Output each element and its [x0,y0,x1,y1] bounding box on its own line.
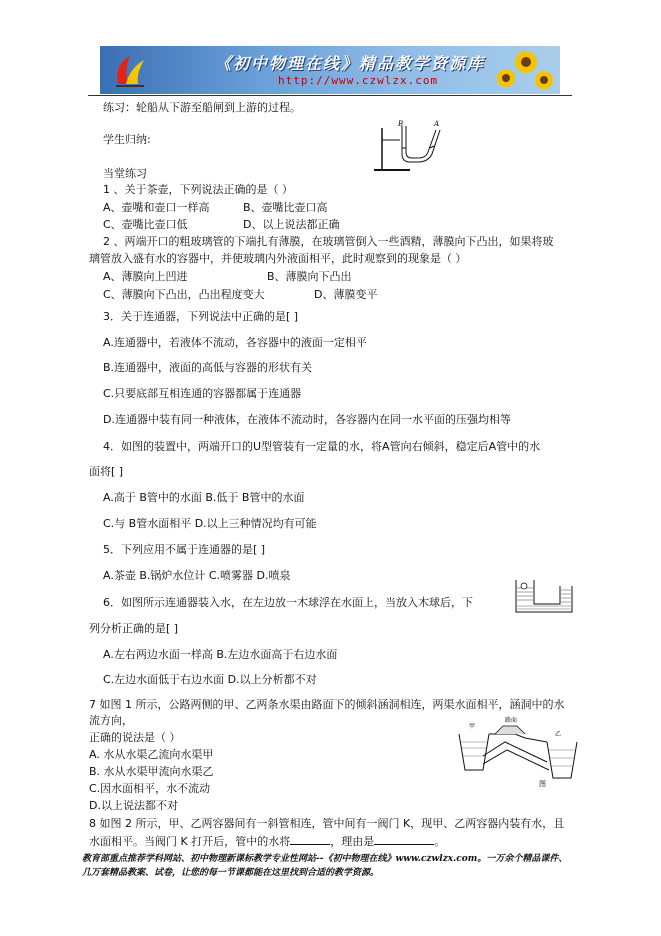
q2-option-b: B、薄膜向下凸出 [267,270,352,283]
q6-stem-2: 列分析正确的是[ ] [89,622,179,635]
banner-title: 《初中物理在线》精品教学资源库 [215,54,486,73]
q8-end: 。 [434,835,446,848]
connected-vessel-figure [514,576,574,616]
q3-option-b: B.连通器中，液面的高低与容器的形状有关 [103,361,313,374]
q6-options-ab: A.左右两边水面一样高 B.左边水面高于右边水面 [103,648,338,661]
q7-option-d: D.以上说法都不对 [89,799,178,812]
culvert-figure [455,712,585,788]
logo-icon [110,50,150,90]
q3-option-d: D.连通器中装有同一种液体，在液体不流动时，各容器内在同一水平面的压强均相等 [103,413,511,426]
u-tube-figure [370,118,466,174]
footer-line-1: 教育部重点推荐学科网站、初中物理新课标教学专业性网站--《初中物理在线》www.czwlzx.com。一万余个精品课件、 [82,854,568,864]
q2-option-a: A、薄膜向上凹进 [103,270,188,283]
label-b: B [398,120,404,128]
right-canal-label: 乙 [555,731,562,738]
q4-options-ab: A.高于 B管中的水面 B.低于 B管中的水面 [103,491,305,504]
q2-option-c: C、薄膜向下凸出，凸出程度变大 [103,288,265,301]
q1-stem: 1 、关于茶壶，下列说法正确的是（ ） [103,183,293,196]
q7-option-c: C.因水面相平，水不流动 [89,782,211,795]
road-label: 路面 [505,717,518,724]
left-canal-label: 甲 [469,723,476,730]
q2-option-d: D、薄膜变平 [314,288,378,301]
q2-stem-1: 2 、两端开口的粗玻璃管的下端扎有薄膜，在玻璃管倒入一些酒精，薄膜向下凸出，如果将玻 [103,235,554,248]
q8-stem-1: 8 如图 2 所示，甲、乙两容器间有一斜管相连，管中间有一阀门 K，现甲、乙两容器内装有水，且 [89,817,565,830]
q4-stem-1: 4．如图的装置中，两端开口的U型管装有一定量的水，将A管向右倾斜，稳定后A管中的水 [103,440,541,453]
label-a: A [434,120,440,128]
q3-option-c: C.只要底部互相连通的容器都属于连通器 [103,387,302,400]
q5-options: A.茶壶 B.锅炉水位计 C.喷雾器 D.喷泉 [103,569,291,582]
q8-blank-2[interactable] [374,834,434,845]
header-rule [88,95,572,96]
footer-line-2: 几万套精品教案、试卷，让您的每一节课都能在这里找到合适的教学资源。 [82,868,380,878]
q1-option-a: A、壶嘴和壶口一样高 [103,201,210,214]
q8-blank-1[interactable] [290,834,330,845]
q3-option-a: A.连通器中，若液体不流动，各容器中的液面一定相平 [103,336,367,349]
q6-options-cd: C.左边水面低于右边水面 D.以上分析都不对 [103,673,317,686]
exercise-line: 练习：轮船从下游至船闸到上游的过程。 [103,101,301,114]
q8-stem-2 [89,834,445,849]
q5-stem: 5．下列应用不属于连通器的是[ ] [103,543,266,556]
q4-stem-2: 面将[ ] [89,465,124,478]
q1-option-d: D、以上说法都正确 [243,218,340,231]
banner-url[interactable]: http://www.czwlzx.com [278,74,439,87]
q8-reason-label: ，理由是 [330,835,375,848]
q1-option-b: B、壶嘴比壶口高 [243,201,328,214]
q7-option-b: B. 水从水渠甲流向水渠乙 [89,765,214,778]
q7-stem-1: 7 如图 1 所示，公路两侧的甲、乙两条水渠由路面下的倾斜涵洞相连，两渠水面相平，涵洞中的水 [89,698,565,711]
figure-label: 图 [539,780,546,788]
student-summary: 学生归纳: [103,133,151,146]
q7-stem-2: 流方向， [89,714,133,727]
q3-stem: 3．关于连通器，下列说法中正确的是[ ] [103,310,299,323]
q6-stem-1: 6．如图所示连通器装入水，在左边放一木球浮在水面上，当放入木球后，下 [103,596,473,609]
sunflower-icon [496,48,554,92]
q7-stem-3: 正确的说法是（ ） [89,731,181,744]
q2-stem-2: 璃管放入盛有水的容器中，并使玻璃内外液面相平，此时观察到的现象是（ ） [89,252,467,265]
q1-option-c: C、壶嘴比壶口低 [103,218,188,231]
section-heading: 当堂练习 [103,167,147,180]
wooden-ball [521,583,527,589]
q7-option-a: A. 水从水渠乙流向水渠甲 [89,748,214,761]
q8-stem-2-text: 水面相平。当阀门 K 打开后，管中的水将 [89,835,291,848]
header-banner [100,46,560,94]
q4-options-cd: C.与 B管水面相平 D.以上三种情况均有可能 [103,517,317,530]
